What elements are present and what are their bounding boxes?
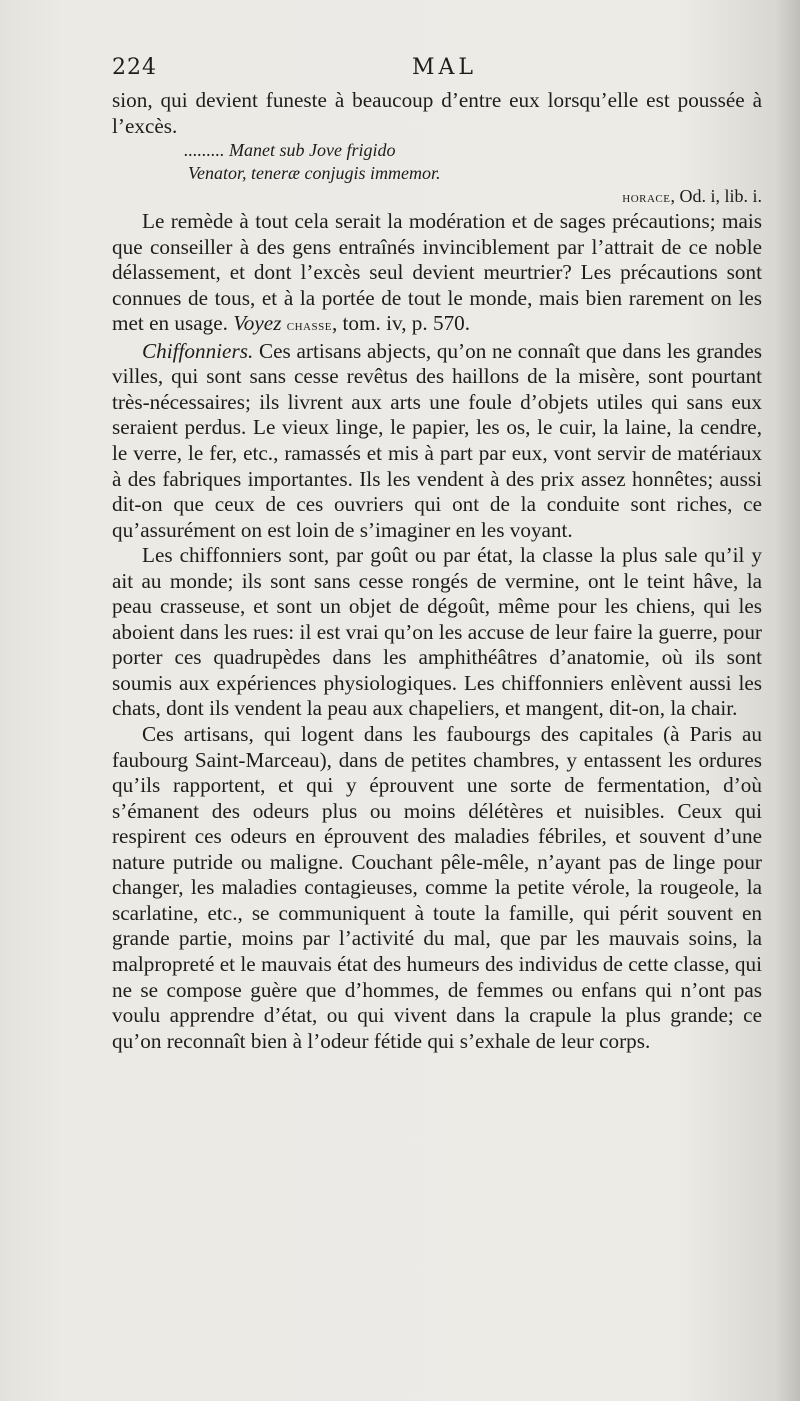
quote-line-2: Venator, teneræ conjugis immemor. [188,163,441,184]
paragraph-artisans: Ces artisans, qui logent dans les faubourgs des capitales (à Paris au faubourg Saint-Marceau), dans de petites chambres, y entassent les ordures qu’ils rapportent, et qui y éprouvent une sorte de fermentation, d’où s’émanent des odeurs plus ou moins délétères et nuisibles. Ceux qui respirent ces odeurs en éprouvent des maladies fébriles, et souvent d’une nature putride ou maligne. Couchant pêle-mêle, n’ayant pas de linge pour changer, les maladies contagieuses, comme la petite vérole, la rougeole, la scarlatine, etc., se communiquent à toute la famille, qui périt souvent en grande partie, moins par l’activité du mal, que par les mauvais soins, la malpropreté et le mauvais état des humeurs des individus de cette classe, qui ne se compose guère que d’hommes, de femmes ou enfans qui n’ont pas voulu apprendre d’état, ou qui vivent dans la crapule la plus grande; ce qu’on reconnaît bien à l’odeur fétide qui s’exhale de leur corps. [112,722,762,1053]
page-header [112,55,762,89]
attribution-reference: , Od. i, lib. i. [670,186,762,207]
attribution-author: horace [622,189,671,207]
quote-attribution [112,185,762,209]
quote-line-1: ......... Manet sub Jove frigido [184,140,396,161]
paragraph-continuation: sion, qui devient funeste à beaucoup d’entre eux lorsqu’elle est poussée à l’excès. [112,88,762,138]
page-number: 224 [112,55,157,80]
entry-heading: Chiffonniers. [142,338,254,363]
paragraph-remede [112,209,762,339]
paragraph-classe: Les chiffonniers sont, par goût ou par état, la classe la plus sale qu’il y ait au monde; ils sont sans cesse rongés de vermine, ont le teint hâve, la peau crasseuse, et sont un objet de dégoût, même pour les chiens, qui les aboient dans les rues: il est vrai qu’on les accuse de leur faire la guerre, pour porter ces quadrupèdes dans les amphithéâtres d’anatomie, où ils sont soumis aux expériences physiologiques. Les chiffonniers enlèvent aussi les chats, dont ils vendent la peau aux chapeliers, et mangent, dit-on, la chair. [112,543,762,721]
body-text [112,88,762,1054]
voyez-label: Voyez [233,311,282,336]
running-head: MAL [412,55,478,80]
paragraph-remede-text: Le remède à tout cela serait la modération et de sages précautions; mais que conseiller à des gens entraînés invinciblement par l’attrait de ce noble délassement, et dont l’excès seul devient meurtrier? Les précautions sont connues de tous, et à la portée de tout le monde, mais bien rarement on les met en usage. [112,209,762,336]
cross-reference-chasse: chasse [286,317,332,335]
entry-chiffonniers [112,339,762,543]
entry-chiffonniers-text: Ces artisans abjects, qu’on ne connaît que dans les grandes villes, qui sont sans cesse revêtus des haillons de la misère, sont pourtant très-nécessaires; ils livrent aux arts une foule d’objets utiles qui sans eux seraient perdus. Le vieux linge, le papier, les os, le cuir, la laine, la cendre, le verre, le fer, etc., ramassés et mis à part par eux, vont servir de matériaux à des fabriques importantes. Ils les vendent à des prix assez honnêtes; aussi dit-on que ceux de ces ouvriers qui ont de la conduite sont riches, ce qu’assurément on est loin de s’imaginer en les voyant. [112,338,762,542]
cross-reference-location: , tom. iv, p. 570. [331,311,471,336]
